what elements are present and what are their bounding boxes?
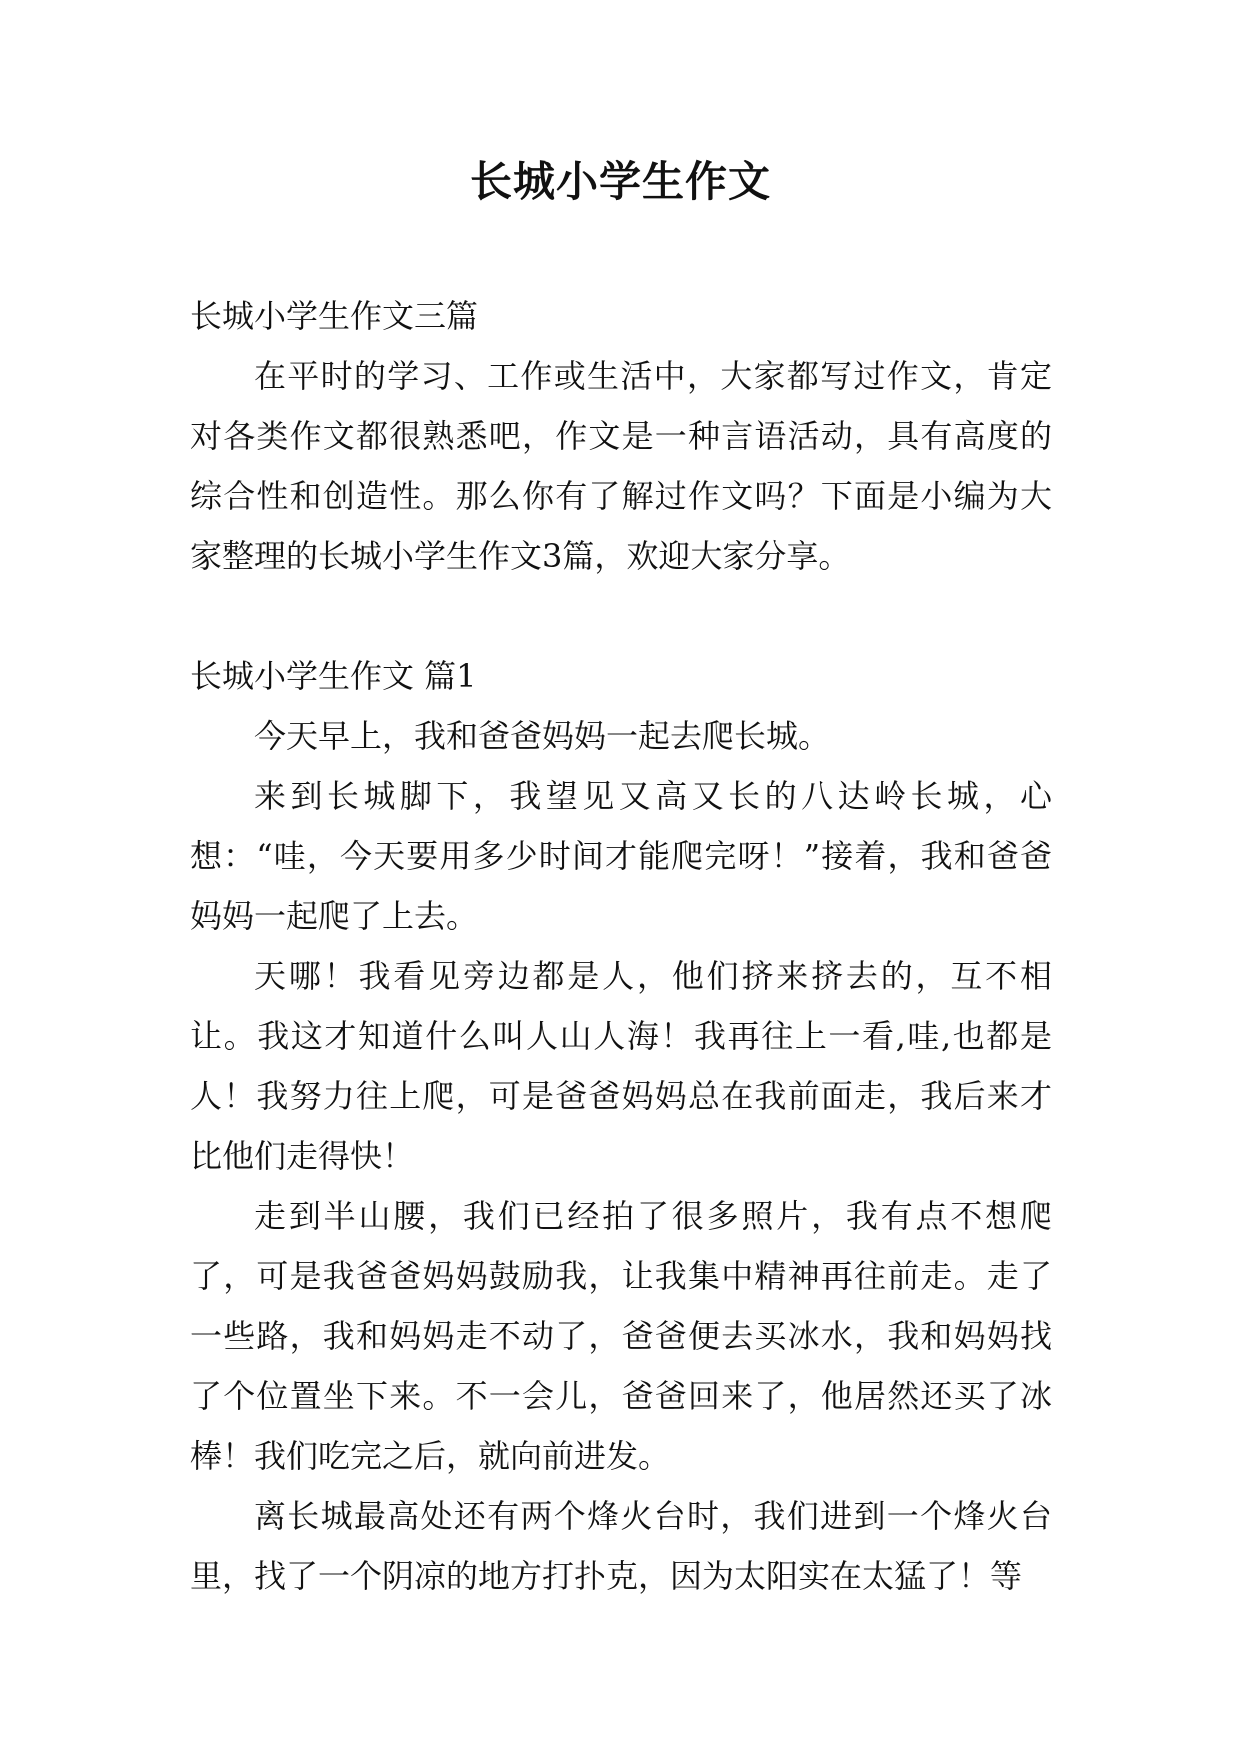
section-1-paragraph-2: 来到长城脚下，我望见又高又长的八达岭长城，心想：“哇，今天要用多少时间才能爬完呀！”接着，我和爸爸妈妈一起爬了上去。 [190, 777, 1052, 935]
section-1-paragraph-1: 今天早上，我和爸爸妈妈一起去爬长城。 [254, 717, 831, 755]
section-1-paragraph-4: 走到半山腰，我们已经拍了很多照片，我有点不想爬了，可是我爸爸妈妈鼓励我，让我集中精神再往前走。走了一些路，我和妈妈走不动了，爸爸便去买冰水，我和妈妈找了个位置坐下来。不一会儿，爸爸回来了，他居然还买了冰棒！我们吃完之后，就向前进发。 [190, 1197, 1052, 1475]
intro-paragraph: 在平时的学习、工作或生活中，大家都写过作文，肯定对各类作文都很熟悉吧，作文是一种言语活动，具有高度的综合性和创造性。那么你有了解过作文吗？下面是小编为大家整理的长城小学生作文3篇，欢迎大家分享。 [190, 357, 1052, 575]
section-gap [190, 586, 1052, 646]
section-1-paragraph-5: 离长城最高处还有两个烽火台时，我们进到一个烽火台里，找了一个阴凉的地方打扑克，因为太阳实在太猛了！等 [190, 1497, 1052, 1595]
document-subtitle: 长城小学生作文三篇 [190, 297, 479, 335]
document-title: 长城小学生作文 [469, 157, 771, 206]
section-1-heading: 长城小学生作文 篇1 [190, 657, 477, 695]
section-1-paragraph-3: 天哪！我看见旁边都是人，他们挤来挤去的，互不相让。我这才知道什么叫人山人海！我再往上一看,哇,也都是人！我努力往上爬，可是爸爸妈妈总在我前面走，我后来才比他们走得快！ [190, 957, 1052, 1175]
document-body [190, 286, 1052, 1606]
